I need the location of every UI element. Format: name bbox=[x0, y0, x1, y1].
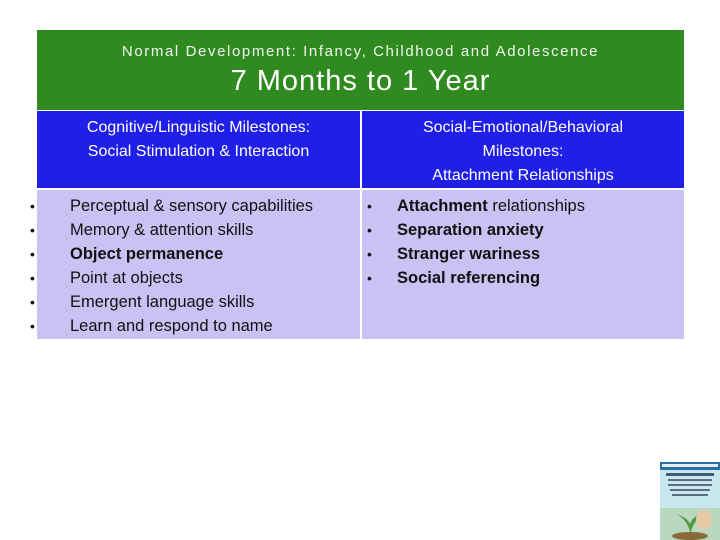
list-item: • Social referencing bbox=[362, 266, 684, 290]
banner-title: 7 Months to 1 Year bbox=[230, 65, 491, 97]
social-emotional-milestones-cell bbox=[362, 188, 684, 339]
list-item: • Separation anxiety bbox=[362, 218, 684, 242]
bullet-icon: • bbox=[367, 222, 372, 238]
left-column-header bbox=[37, 111, 362, 188]
bullet-icon: • bbox=[30, 198, 35, 214]
social-emotional-milestones-list bbox=[362, 194, 684, 290]
milestones-table bbox=[30, 111, 684, 339]
bullet-icon: • bbox=[367, 270, 372, 286]
list-item: • Point at objects bbox=[37, 266, 360, 290]
left-header-line: Cognitive/Linguistic Milestones: bbox=[86, 119, 311, 136]
left-header-line: Social Stimulation & Interaction bbox=[87, 143, 310, 160]
right-header-line: Attachment Relationships bbox=[432, 167, 614, 184]
bullet-icon: • bbox=[367, 198, 372, 214]
list-item: • Emergent language skills bbox=[37, 290, 360, 314]
list-item: • Learn and respond to name bbox=[37, 314, 360, 338]
bullet-icon: • bbox=[367, 246, 372, 262]
list-item: • Object permanence bbox=[37, 242, 360, 266]
list-item: • Stranger wariness bbox=[362, 242, 684, 266]
list-item: • Memory & attention skills bbox=[37, 218, 360, 242]
bullet-icon: • bbox=[30, 222, 35, 238]
list-item: • Attachment relationships bbox=[362, 194, 684, 218]
bullet-icon: • bbox=[30, 270, 35, 286]
bullet-icon: • bbox=[30, 294, 35, 310]
title-banner bbox=[37, 30, 684, 110]
book-cover-icon bbox=[660, 462, 720, 540]
right-header-line: Milestones: bbox=[482, 143, 564, 160]
bullet-icon: • bbox=[30, 318, 35, 334]
textbook-cover-image bbox=[660, 462, 720, 540]
cognitive-milestones-cell bbox=[30, 188, 362, 339]
banner-subtitle: Normal Development: Infancy, Childhood and Adolescence bbox=[121, 43, 600, 60]
right-header-line: Social-Emotional/Behavioral bbox=[422, 119, 624, 136]
list-item: • Perceptual & sensory capabilities bbox=[37, 194, 360, 218]
cognitive-milestones-list bbox=[30, 194, 360, 338]
bullet-icon: • bbox=[30, 246, 35, 262]
right-column-header bbox=[362, 111, 684, 188]
